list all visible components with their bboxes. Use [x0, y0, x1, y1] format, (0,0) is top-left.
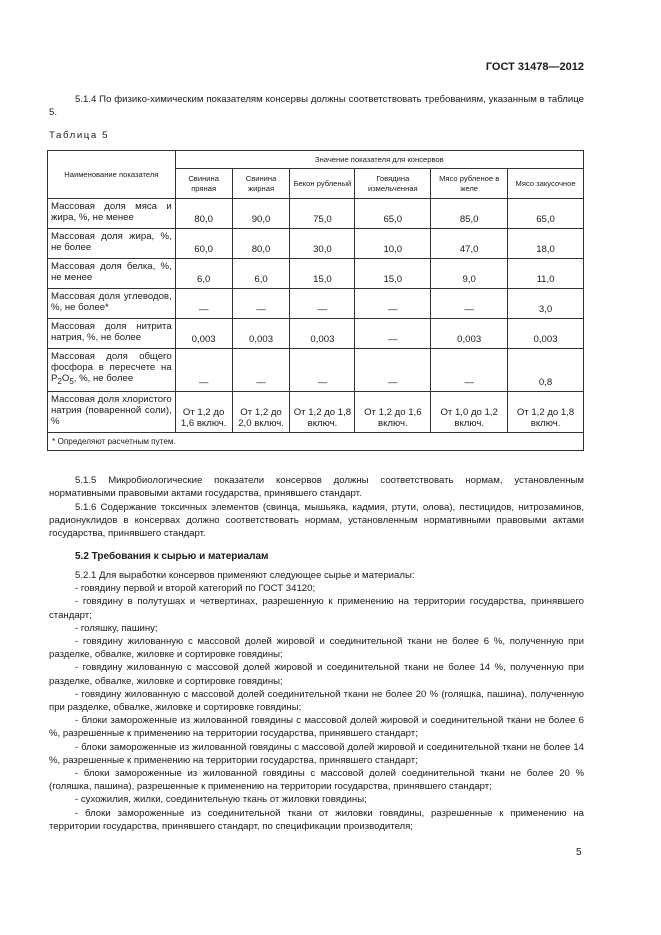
cell-value: 6,0 [232, 259, 290, 289]
column-header: Мясо рубленое в желе [431, 169, 508, 199]
list-item: - говядину жилованную с массовой долей соединительной ткани не более 20 % (голяшка, пашина), полученную при разделке, обвалке, жиловке и сортировке говядины; [49, 688, 584, 714]
standard-header: ГОСТ 31478—2012 [485, 61, 584, 73]
cell-value: От 1,0 до 1,2 включ. [431, 392, 508, 433]
table-row [48, 259, 584, 289]
cell-value: — [355, 289, 431, 319]
table-footnote: * Определяют расчетным путем. [48, 433, 584, 451]
cell-value: 9,0 [431, 259, 508, 289]
cell-value: 80,0 [232, 229, 290, 259]
cell-value: 18,0 [508, 229, 584, 259]
cell-value: — [290, 289, 355, 319]
table-row [48, 229, 584, 259]
cell-value: 6,0 [175, 259, 232, 289]
cell-value: 3,0 [508, 289, 584, 319]
cell-value: — [232, 289, 290, 319]
cell-value: 0,003 [175, 319, 232, 349]
paragraph-5-2-1: 5.2.1 Для выработки консервов применяют следующее сырье и материалы: [75, 570, 415, 581]
section-title-5-2: 5.2 Требования к сырью и материалам [75, 551, 269, 562]
row-name: Массовая доля углеводов, %, не более* [48, 289, 176, 319]
cell-value: 15,0 [290, 259, 355, 289]
cell-value: 60,0 [175, 229, 232, 259]
list-item: - говядину в полутушах и четвертинах, разрешенную к применению на территории государства, принявшего стандарт; [49, 596, 584, 621]
list-item: - говядину жилованную с массовой долей жировой и соединительной ткани не более 6 %, полученную при разделке, обвалке, жиловке и сортировке говядины; [49, 636, 584, 661]
list-item: - сухожилия, жилки, соединительную ткань от жиловки говядины; [75, 794, 367, 806]
cell-value: От 1,2 до 1,6 включ. [175, 392, 232, 433]
cell-value: От 1,2 до 2,0 включ. [232, 392, 290, 433]
page-number: 5 [576, 847, 582, 858]
paragraph-5-1-6: 5.1.6 Содержание токсичных элементов (свинца, мышьяка, кадмия, ртути, олова), пестицидов, нитрозаминов, радионуклидов в консервах должно соответствовать нормам, установленным нормативными правовыми актами государства, принявшего стандарт. [49, 502, 584, 540]
cell-value: 85,0 [431, 199, 508, 229]
table-row [48, 199, 584, 229]
row-name: Массовая доля белка, %, не менее [48, 259, 176, 289]
cell-value: 15,0 [355, 259, 431, 289]
cell-value: 65,0 [355, 199, 431, 229]
column-header: Говядина измельченная [355, 169, 431, 199]
cell-value: — [290, 349, 355, 392]
cell-value: — [355, 319, 431, 349]
column-header: Свинина жирная [232, 169, 290, 199]
cell-value: От 1,2 до 1,6 включ. [355, 392, 431, 433]
paragraph-5-1-5: 5.1.5 Микробиологические показатели консервов должны соответствовать нормам, установленным нормативными правовыми актами государства, принявшего стандарт. [49, 475, 584, 500]
table-5 [47, 150, 584, 451]
column-header: Бекон рубленый [290, 169, 355, 199]
cell-value: 11,0 [508, 259, 584, 289]
header-value-group: Значение показателя для консервов [175, 151, 583, 169]
cell-value: 75,0 [290, 199, 355, 229]
cell-value: 90,0 [232, 199, 290, 229]
column-header: Свинина пряная [175, 169, 232, 199]
header-indicator-name: Наименование показателя [48, 151, 176, 199]
list-item: - блоки замороженные из соединительной ткани от жиловки говядины, разрешенные к применению на территории государства, принявшего стандарт, по спецификации производителя; [49, 807, 584, 832]
list-item: - голяшку, пашину; [75, 622, 158, 634]
cell-value: 0,003 [232, 319, 290, 349]
cell-value: — [175, 289, 232, 319]
row-name: Массовая доля мяса и жира, %, не менее [48, 199, 176, 229]
cell-value: — [232, 349, 290, 392]
cell-value: — [431, 349, 508, 392]
row-name: Массовая доля жира, %, не более [48, 229, 176, 259]
table-row [48, 349, 584, 392]
cell-value: От 1,2 до 1,8 включ. [290, 392, 355, 433]
table-caption: Таблица 5 [49, 130, 110, 141]
row-name: Массовая доля хлористого натрия (поваренной соли), % [48, 392, 176, 433]
cell-value: 0,003 [290, 319, 355, 349]
list-item: - блоки замороженные из жилованной говядины с массовой долей жировой и соединительной ткани не более 14 %, разрешенные к применению на территории государства, принявшего стандарт; [49, 741, 584, 766]
table-row [48, 392, 584, 433]
cell-value: — [431, 289, 508, 319]
paragraph-5-1-4: 5.1.4 По физико-химическим показателям консервы должны соответствовать требованиям, указанным в таблице 5. [49, 94, 584, 119]
cell-value: 0,8 [508, 349, 584, 392]
column-header: Мясо закусочное [508, 169, 584, 199]
list-item: - блоки замороженные из жилованной говядины с массовой долей соединительной ткани не более 20 % (голяшка, пашина), разрешенные к применению на территории государства, принявшего стандарт; [49, 768, 584, 793]
list-item: - говядину первой и второй категорий по ГОСТ 34120; [75, 583, 316, 595]
list-item: - блоки замороженные из жилованной говядины с массовой долей жировой и соединительной ткани не более 6 %, разрешенные к применению на территории государства, принявшего стандарт; [49, 715, 584, 740]
row-name: Массовая доля нитрита натрия, %, не более [48, 319, 176, 349]
cell-value: 30,0 [290, 229, 355, 259]
materials-list [49, 569, 584, 833]
cell-value: — [175, 349, 232, 392]
table-row [48, 319, 584, 349]
table-row [48, 289, 584, 319]
cell-value: — [355, 349, 431, 392]
list-item: - говядину жилованную с массовой долей жировой и соединительной ткани не более 14 %, полученную при разделке, обвалке, жиловке и сортировке говядины; [49, 662, 584, 687]
cell-value: 65,0 [508, 199, 584, 229]
cell-value: 80,0 [175, 199, 232, 229]
cell-value: 0,003 [431, 319, 508, 349]
cell-value: От 1,2 до 1,8 включ. [508, 392, 584, 433]
row-name: Массовая доля общего фосфора в пересчете на $P_2O_5$, %, не более [48, 349, 176, 392]
cell-value: 47,0 [431, 229, 508, 259]
cell-value: 0,003 [508, 319, 584, 349]
cell-value: 10,0 [355, 229, 431, 259]
